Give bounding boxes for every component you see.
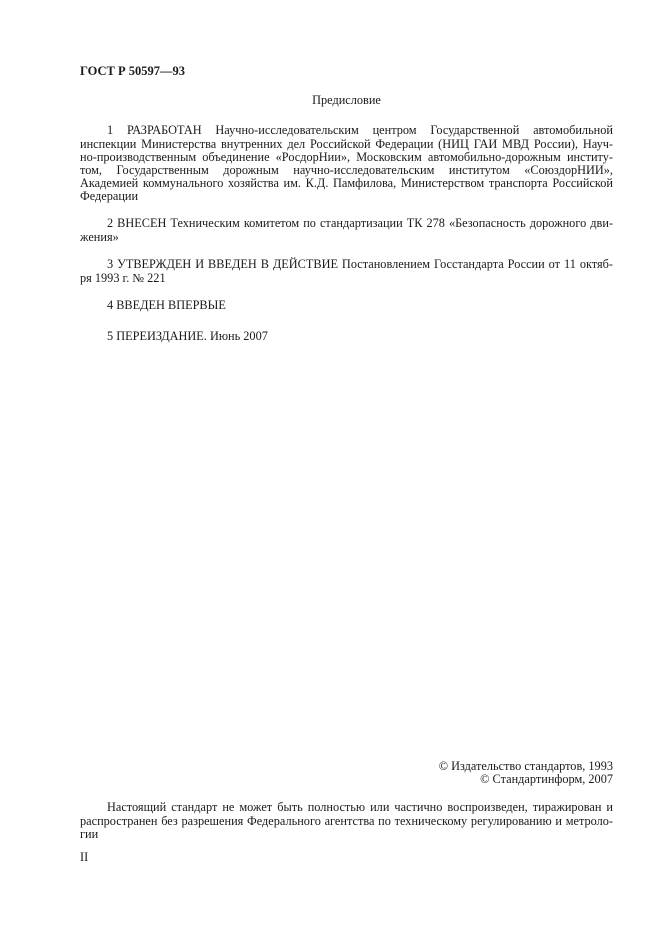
document-header: ГОСТ Р 50597—93 <box>80 64 186 78</box>
text-line: жения» <box>80 230 119 244</box>
text-line: ря 1993 г. № 221 <box>80 271 166 285</box>
text-line: 3 УТВЕРЖДЕН И ВВЕДЕН В ДЕЙСТВИЕ Постановлением Госстандарта России от 11 октяб- <box>107 257 613 271</box>
text-line: 1 РАЗРАБОТАН Научно-исследовательским центром Государственной автомобильной <box>107 123 613 137</box>
text-line: том, Государственным дорожным научно-исследовательским институтом «СоюздорНИИ», <box>80 163 613 177</box>
copyright-line: © Стандартинформ, 2007 <box>480 772 613 786</box>
copyright-line: © Издательство стандартов, 1993 <box>438 759 613 773</box>
paragraph-5: 5 ПЕРЕИЗДАНИЕ. Июнь 2007 <box>107 329 268 343</box>
text-line: но-производственным объединение «РосдорНии», Московским автомобильно-дорожным институ- <box>80 150 613 164</box>
page-number: II <box>80 850 89 864</box>
text-line: распространен без разрешения Федерального агентства по техническому регулированию и метроло- <box>80 814 613 828</box>
paragraph-4: 4 ВВЕДЕН ВПЕРВЫЕ <box>107 298 226 312</box>
section-title: Предисловие <box>312 93 381 107</box>
text-line: Академией коммунального хозяйства им. К.Д. Памфилова, Министерством транспорта Российской <box>80 176 613 190</box>
text-line: инспекции Министерства внутренних дел Российской Федерации (НИЦ ГАИ МВД России), Науч- <box>80 137 613 151</box>
text-line: Настоящий стандарт не может быть полностью или частично воспроизведен, тиражирован и <box>107 800 613 814</box>
text-line: Федерации <box>80 189 139 203</box>
text-line: 2 ВНЕСЕН Техническим комитетом по стандартизации ТК 278 «Безопасность дорожного дви- <box>107 216 613 230</box>
text-line: гии <box>80 827 99 841</box>
